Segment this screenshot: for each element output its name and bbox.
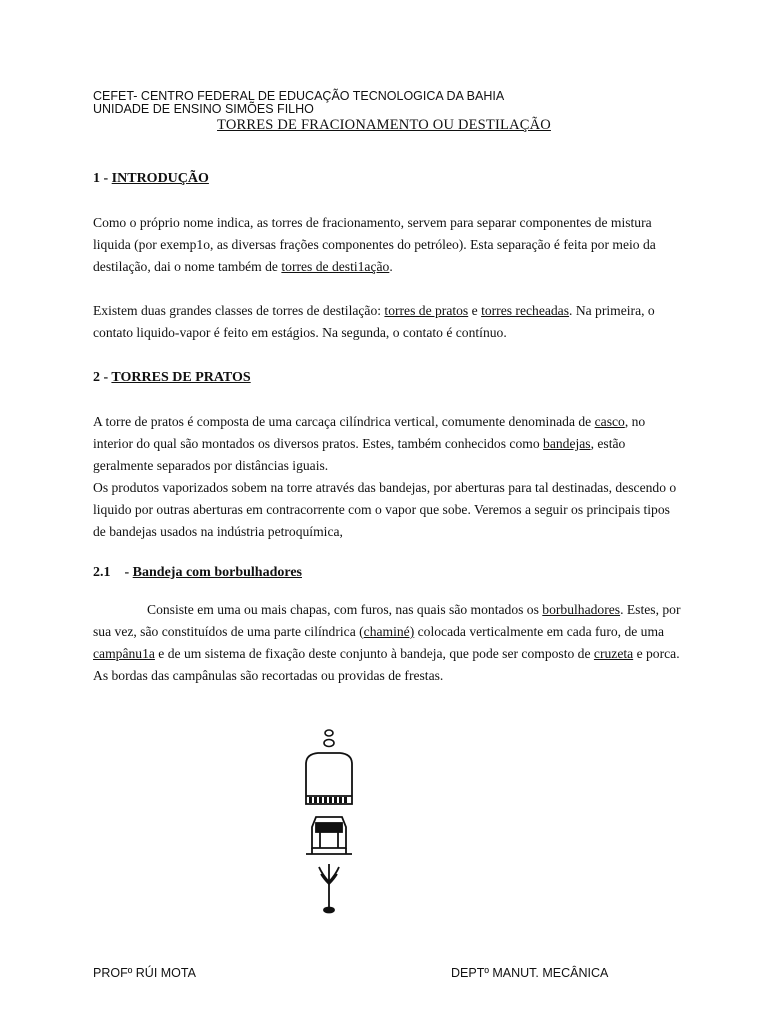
s1p2-term-torres-pratos: torres de pratos — [384, 303, 469, 318]
s1p2-text-b: e — [468, 303, 482, 318]
s21p1-text-a: Consiste em uma ou mais chapas, com furos, nas quais são montados os — [147, 602, 543, 617]
bubble-cap-icon — [306, 753, 352, 804]
header-line-2: UNIDADE DE ENSINO SIMÕES FILHO — [93, 102, 314, 116]
s21p1-text-c: colocada verticalmente em cada furo, de uma — [414, 624, 665, 639]
section-2-1-dash: - — [110, 565, 133, 580]
s2p1-text-a: A torre de pratos é composta de uma carcaça cilíndrica vertical, comumente denominada de — [93, 414, 595, 429]
section-2-1-title: Bandeja com borbulhadores — [132, 565, 302, 580]
section-2-1-paragraph-1 — [93, 599, 683, 687]
section-1-heading — [93, 171, 209, 187]
s1p2-text-c: . Na primeira, o contato liquido-vapor é feito em estágios. Na segunda, o contato é contínuo. — [93, 303, 655, 340]
s2p1-term-bandejas: bandejas — [543, 436, 591, 451]
s1p2-term-torres-recheadas: torres recheadas — [481, 303, 570, 318]
section-2-title: TORRES DE PRATOS — [111, 370, 251, 385]
document-title — [0, 117, 768, 134]
s1p1-text-b: . — [389, 259, 393, 274]
s1p1-term-torres-destilacao: torres de desti1ação — [281, 259, 390, 274]
footer-left: PROFº RÚI MOTA — [93, 966, 196, 980]
s2p1-term-casco: casco — [594, 414, 625, 429]
s2p2-text: Os produtos vaporizados sobem na torre através das bandejas, por aberturas para tal destinadas, descendo o liquido por outras aberturas em contracorrente com o vapor que sobe. Veremos a seguir os principais tipos de bandejas usados na indústria petroquímica, — [93, 480, 677, 539]
s1p1-text-a: Como o próprio nome indica, as torres de fracionamento, servem para separar componentes de mistura liquida (por exemp1o, as diversas frações componentes do petróleo). Esta separação é feita por meio da destilação, dai o nome também de — [93, 215, 656, 274]
section-1-paragraph-2 — [93, 300, 683, 344]
chimney-riser-icon — [306, 817, 352, 854]
section-2-1-number: 2.1 — [93, 565, 111, 580]
s21p1-text-d: e de um sistema de fixação deste conjunto à bandeja, que pode ser composto de — [154, 646, 594, 661]
section-2-1-heading — [93, 565, 302, 581]
section-1-paragraph-1 — [93, 212, 683, 278]
crossbar-bolt-icon — [319, 864, 339, 913]
s21p1-text-b: . Estes, por sua vez, são constituídos de uma parte cilíndrica ( — [93, 602, 681, 639]
nut-icon — [324, 730, 334, 747]
footer-right: DEPTº MANUT. MECÂNICA — [451, 966, 609, 980]
section-1-number: 1 - — [93, 171, 112, 186]
document-title-text: TORRES DE FRACIONAMENTO OU DESTILAÇÃO — [217, 117, 551, 133]
header-line-1: CEFET- CENTRO FEDERAL DE EDUCAÇÃO TECNOLOGICA DA BAHIA — [93, 89, 505, 103]
section-1-title: INTRODUÇÃO — [111, 171, 209, 186]
bubble-cap-exploded-figure — [298, 724, 368, 924]
s21p1-text-e: e porca. As bordas das campânulas são recortadas ou providas de frestas. — [93, 646, 680, 683]
section-2-paragraph-1 — [93, 411, 683, 543]
s21p1-term-chamine: chaminé) — [363, 624, 415, 639]
s21p1-term-campanula: campânu1a — [93, 646, 155, 661]
s21p1-term-borbulhadores: borbulhadores — [542, 602, 621, 617]
s2p1-text-c: , estão geralmente separados por distâncias iguais. — [93, 436, 626, 473]
s21p1-term-cruzeta: cruzeta — [593, 646, 634, 661]
section-2-number: 2 - — [93, 370, 112, 385]
s1p2-text-a: Existem duas grandes classes de torres de destilação: — [93, 303, 385, 318]
section-2-heading — [93, 370, 251, 386]
s2p1-text-b: , no interior do qual são montados os diversos pratos. Estes, também conhecidos como — [93, 414, 646, 451]
